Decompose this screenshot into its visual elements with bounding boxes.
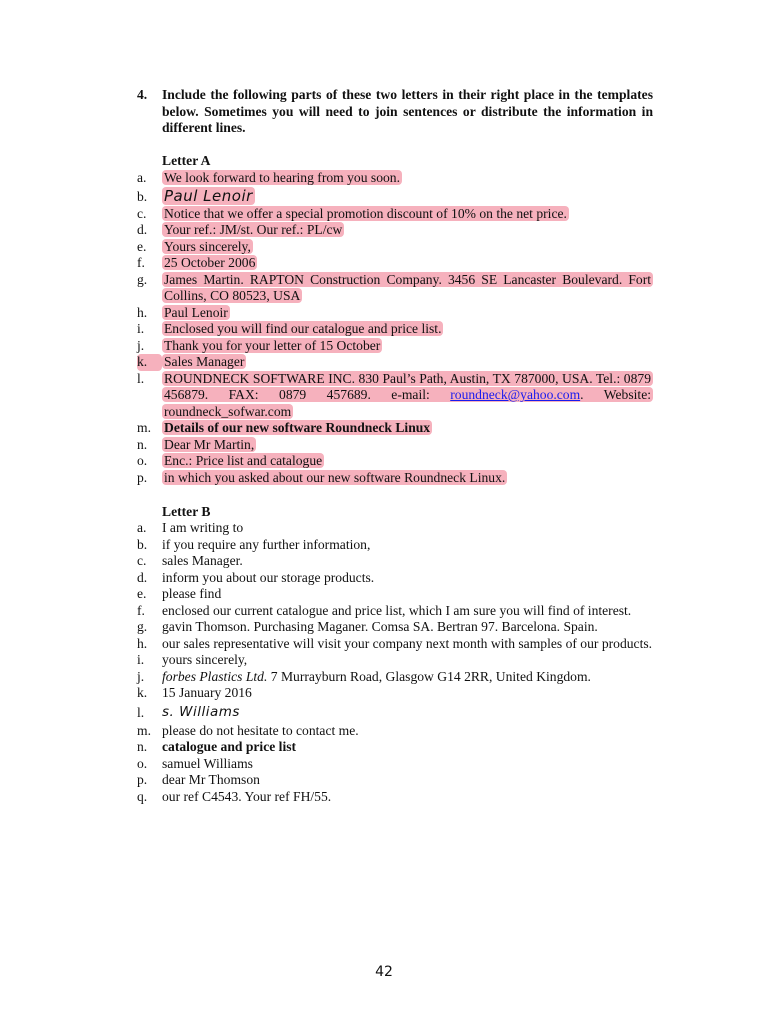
letter-a-item-e: e. Yours sincerely, <box>137 238 251 254</box>
letter-a-list <box>137 170 653 486</box>
question-4 <box>137 87 653 137</box>
letter-a-item-b: b. Paul Lenoir <box>137 186 253 205</box>
letter-b-item-o: o. samuel Williams <box>137 755 253 771</box>
letter-b-item-q: q. our ref C4543. Your ref FH/55. <box>137 788 332 804</box>
letter-b-title: Letter B <box>162 504 211 519</box>
letter-b-item-j: j. forbes Plastics Ltd. 7 Murrayburn Road, Glasgow G14 2RR, United Kingdom. <box>137 668 591 684</box>
page-number: 42 <box>375 964 393 980</box>
letter-a-item-l: l. ROUNDNECK SOFTWARE INC. 830 Paul’s Path, Austin, TX 787000, USA. Tel.: 0879 456879. FAX: 0879 457689. e-mail: roundneck@yahoo.com. Website: roundneck_sofwar.com <box>137 370 651 419</box>
letter-b-item-p: p. dear Mr Thomson <box>137 772 260 787</box>
letter-b-item-f: f. enclosed our current catalogue and price list, which I am sure you will find of interest. <box>137 602 632 618</box>
letter-a-item-j: j. Thank you for your letter of 15 October <box>137 337 381 353</box>
letter-b-item-b: b. if you require any further information, <box>137 536 371 552</box>
letter-a-item-k: k. Sales Manager <box>137 354 245 369</box>
letter-a-item-d: d. Your ref.: JM/st. Our ref.: PL/cw <box>137 222 343 237</box>
letter-a-title: Letter A <box>162 153 211 168</box>
letter-a-item-i: i. Enclosed you will find our catalogue and price list. <box>137 321 442 336</box>
signature-paul-lenoir: Paul Lenoir <box>164 186 253 205</box>
letter-a-item-p: p. in which you asked about our new software Roundneck Linux. <box>137 469 506 485</box>
letter-b-item-d: d. inform you about our storage products. <box>137 569 375 585</box>
letter-b-item-n: n. catalogue and price list <box>137 739 297 754</box>
letter-b-item-a: a. I am writing to <box>137 520 244 535</box>
letter-a-item-n: n. Dear Mr Martin, <box>137 436 255 452</box>
question-number: 4. <box>137 87 148 102</box>
letter-a-item-h: h. Paul Lenoir <box>137 304 228 320</box>
letter-a-item-a: a. We look forward to hearing from you soon. <box>137 170 400 185</box>
question-text: Include the following parts of these two letters in their right place in the templates below. Sometimes you will need to join sentences or distribute the information in different lines. <box>162 87 653 135</box>
letter-b-item-g: g. gavin Thomson. Purchasing Maganer. Comsa SA. Bertran 97. Barcelona. Spain. <box>137 619 598 634</box>
letter-a-item-m: m. Details of our new software Roundneck Linux <box>137 420 431 435</box>
letter-b-item-m: m. please do not hesitate to contact me. <box>137 722 359 738</box>
letter-b-item-i: i. yours sincerely, <box>137 652 248 667</box>
letter-b-item-k: k. 15 January 2016 <box>137 685 252 700</box>
letter-b-item-h: h. our sales representative will visit your company next month with samples of our products. <box>137 635 653 651</box>
letter-a-item-f: f. 25 October 2006 <box>137 255 256 270</box>
letter-b-item-c: c. sales Manager. <box>137 553 243 568</box>
letter-a-item-c: c. Notice that we offer a special promotion discount of 10% on the net price. <box>137 205 567 221</box>
letter-b-item-e: e. please find <box>137 586 222 601</box>
letter-b-list <box>137 520 653 805</box>
letter-a-item-o: o. Enc.: Price list and catalogue <box>137 453 323 468</box>
signature-s-williams: s. Williams <box>162 703 240 720</box>
letter-a-item-g: g. James Martin. RAPTON Construction Company. 3456 SE Lancaster Boulevard. Fort Collins, CO 80523, USA <box>137 271 651 303</box>
email-link[interactable]: roundneck@yahoo.com <box>450 387 581 402</box>
letter-b-item-l: l. s. Williams <box>137 702 653 723</box>
